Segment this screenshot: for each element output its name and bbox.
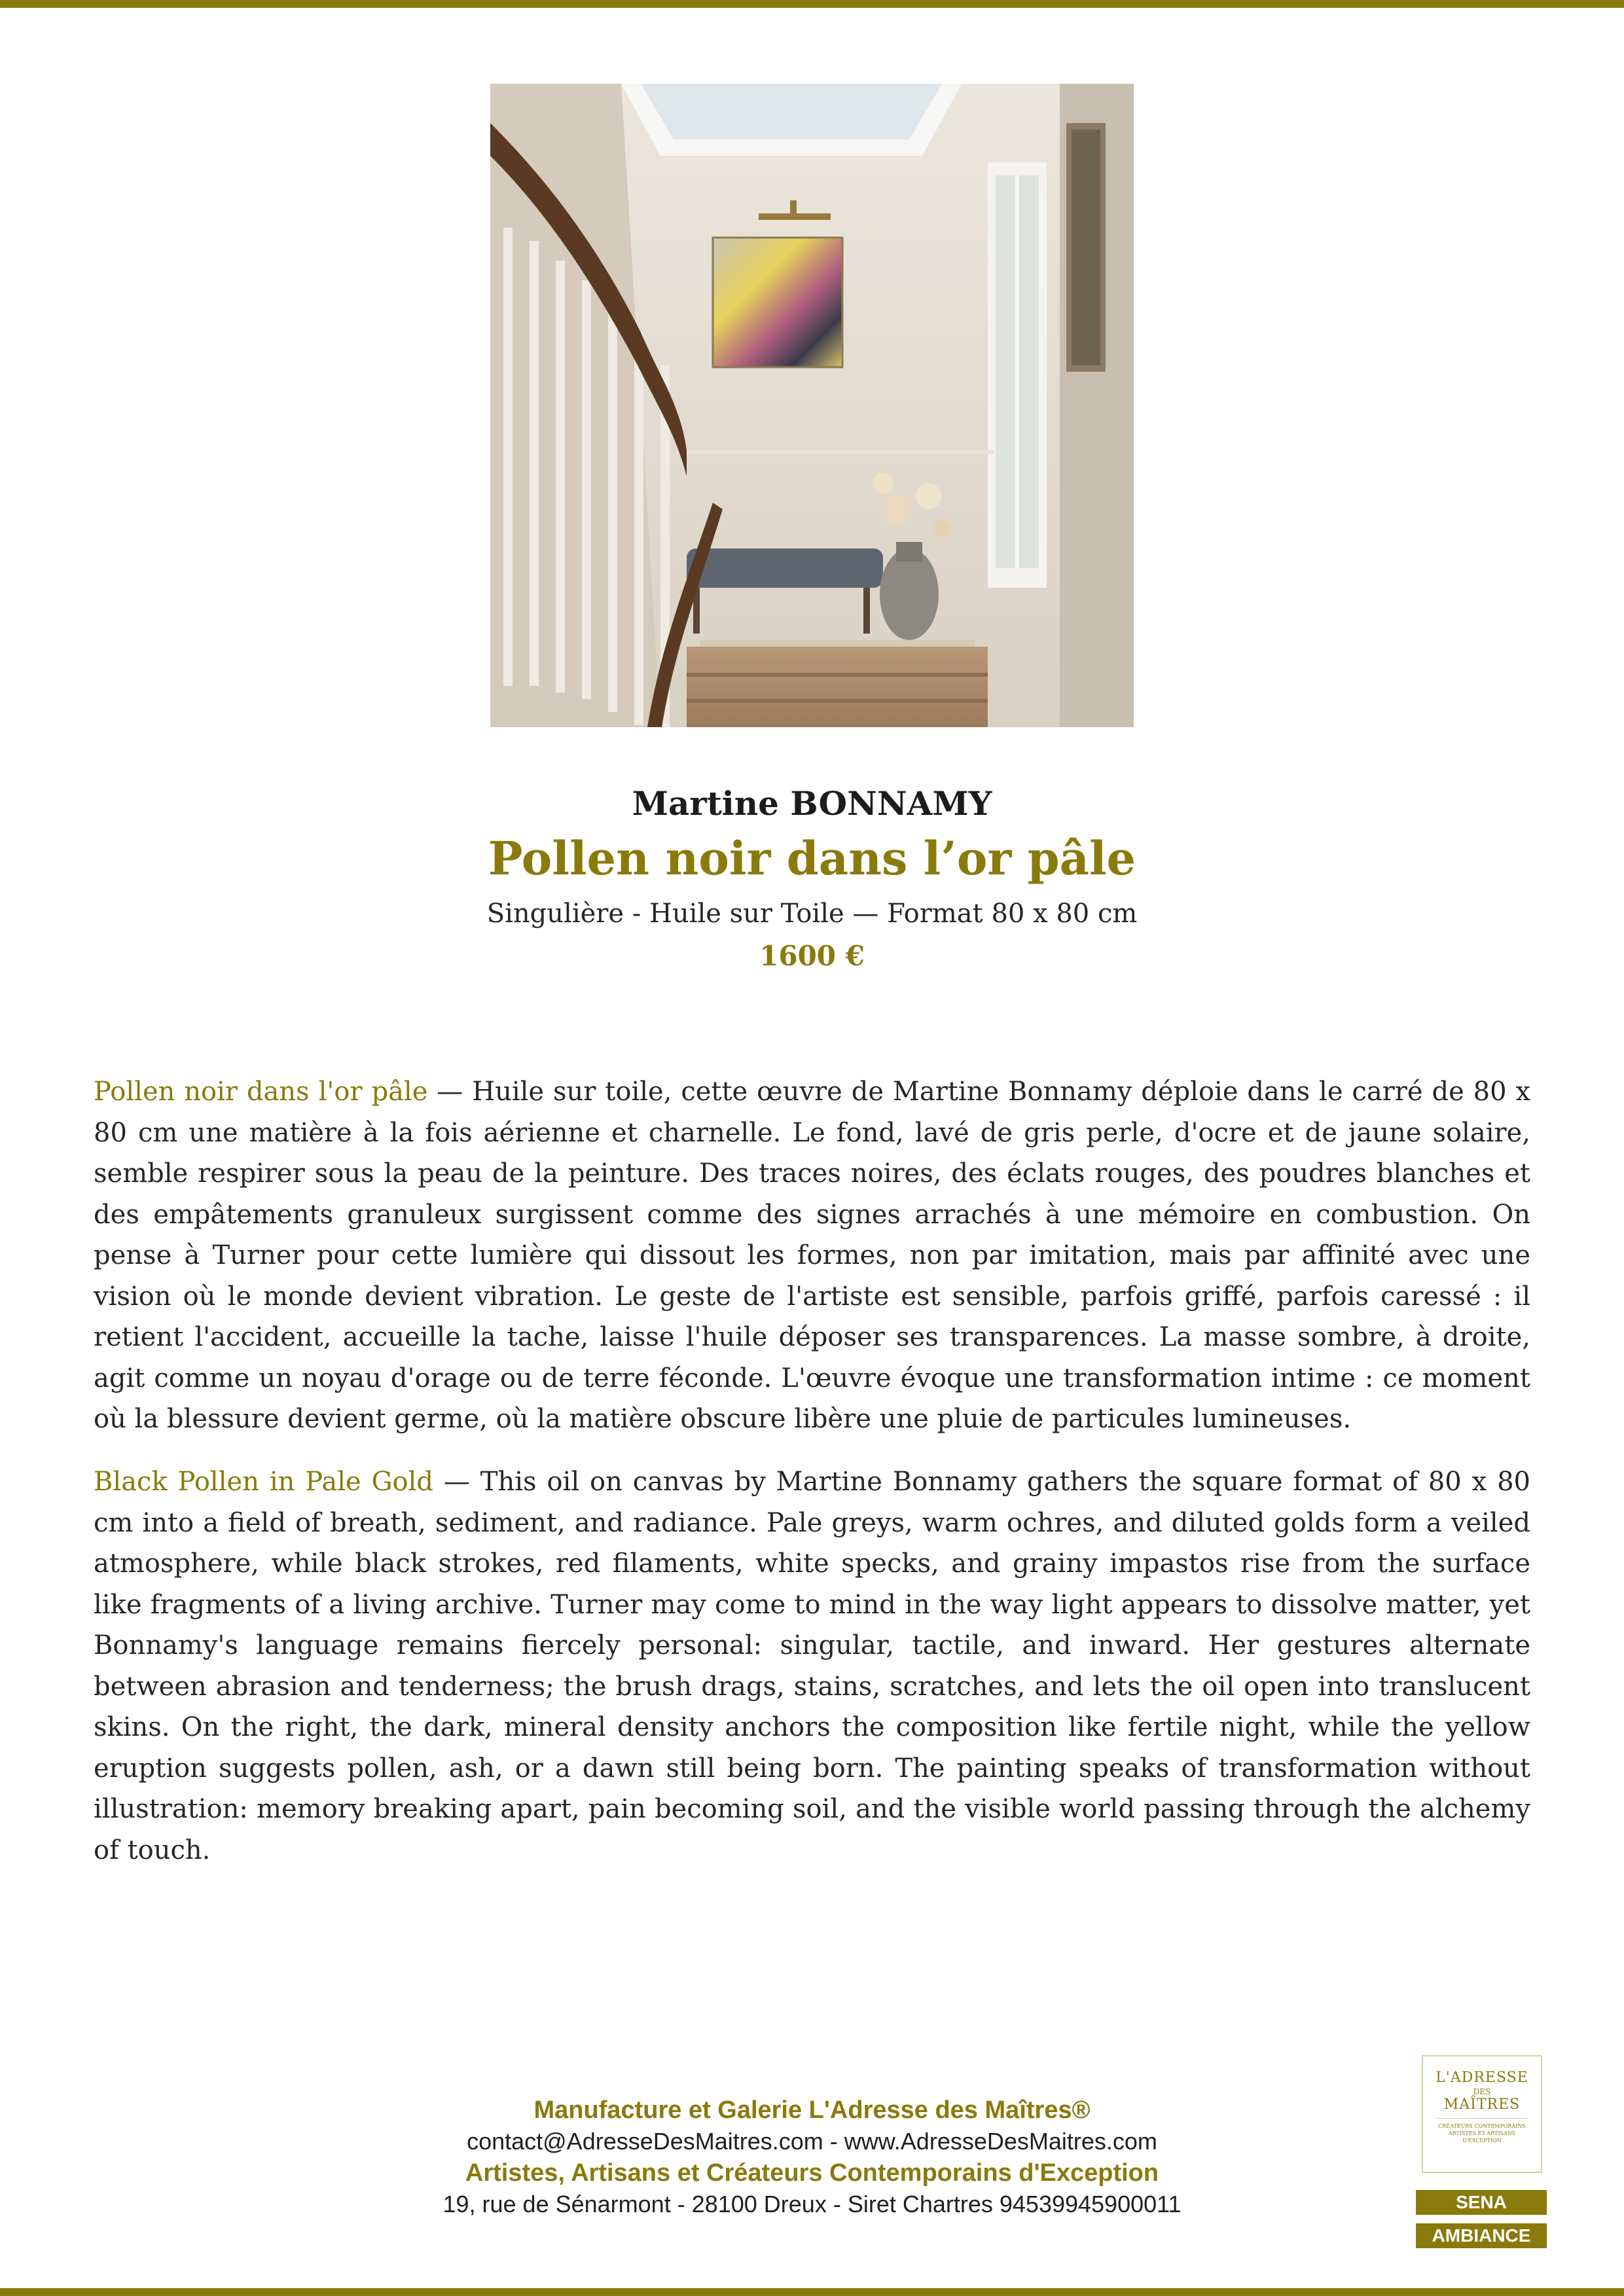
- logo-divider: [1436, 2118, 1528, 2119]
- footer-address: 19, rue de Sénarmont - 28100 Dreux - Siret Chartres 94539945900011: [442, 2191, 1182, 2217]
- artist-name: Martine BONNAMY: [632, 784, 992, 823]
- gallery-logo: [1422, 2055, 1542, 2173]
- description-english-lead: Black Pollen in Pale Gold: [94, 1467, 434, 1497]
- footer-contact: contact@AdresseDesMaitres.com - www.AdresseDesMaitres.com: [467, 2128, 1157, 2155]
- description-french-body: — Huile sur toile, cette œuvre de Martine Bonnamy déploie dans le carré de 80 x 80 cm une matière à la fois aérienne et charnelle. Le fond, lavé de gris perle, d'ocre et de jaune solaire, semble respirer sous la peau de la peinture. Des traces noires, des éclats rouges, des poudres blanches et des empâtements granuleux surgissent comme des signes arrachés à une mémoire en combustion. On pense à Turner pour cette lumière qui dissout les formes, non par imitation, mais par affinité avec une vision où le monde devient vibration. Le geste de l'artiste est sensible, parfois griffé, parfois caressé : il retient l'accident, accueille la tache, laisse l'huile déposer ses transparences. La masse sombre, à droite, agit comme un noyau d'orage ou de terre féconde. L'œuvre évoque une transformation intime : ce moment où la blessure devient germe, où la matière obscure libère une pluie de particules lumineuses.: [94, 1077, 1531, 1434]
- badge-ambiance: AMBIANCE: [1416, 2223, 1547, 2248]
- artwork-title: Pollen noir dans l’or pâle: [488, 831, 1136, 886]
- logo-line-2: DES: [1473, 2087, 1491, 2096]
- artwork-staircase-photo: [490, 84, 1134, 727]
- footer-gallery-name: Manufacture et Galerie L'Adresse des Maîtres®: [533, 2096, 1091, 2124]
- footer: [327, 2094, 1297, 2220]
- description-french-lead: Pollen noir dans l'or pâle: [94, 1077, 428, 1107]
- badge-sena: SENA: [1416, 2190, 1547, 2215]
- logo-line-1: L'ADRESSE: [1435, 2070, 1528, 2086]
- top-border-bar: [0, 0, 1624, 8]
- description-english-body: — This oil on canvas by Martine Bonnamy gathers the square format of 80 x 80 cm into a field of breath, sediment, and radiance. Pale greys, warm ochres, and diluted golds form a veiled atmosphere, while black strokes, red filaments, white specks, and grainy impastos rise from the surface like fragments of a living archive. Turner may come to mind in the way light appears to dissolve matter, yet Bonnamy's language remains fiercely personal: singular, tactile, and inward. Her gestures alternate between abrasion and tenderness; the brush drags, stains, scratches, and lets the oil open into translucent skins. On the right, the dark, mineral density anchors the composition like fertile night, while the yellow eruption suggests pollen, ash, or a dawn still being born. The painting speaks of transformation without illustration: memory breaking apart, pain becoming soil, and the visible world passing through the alchemy of touch.: [94, 1467, 1530, 1865]
- footer-tagline: Artistes, Artisans et Créateurs Contemporains d'Exception: [465, 2159, 1159, 2187]
- description-french: [94, 1071, 1530, 1440]
- artwork-meta: Singulière - Huile sur Toile — Format 80 x 80 cm: [486, 899, 1138, 929]
- bottom-border-bar: [0, 2288, 1624, 2296]
- logo-line-4: CRÉATEURS CONTEMPORAINS ARTISTES ET ARTISANS D'EXCEPTION: [1438, 2123, 1526, 2144]
- logo-line-3: MAÎTRES: [1443, 2096, 1521, 2113]
- artwork-price: 1600 €: [759, 940, 865, 972]
- description-english: [94, 1462, 1530, 1871]
